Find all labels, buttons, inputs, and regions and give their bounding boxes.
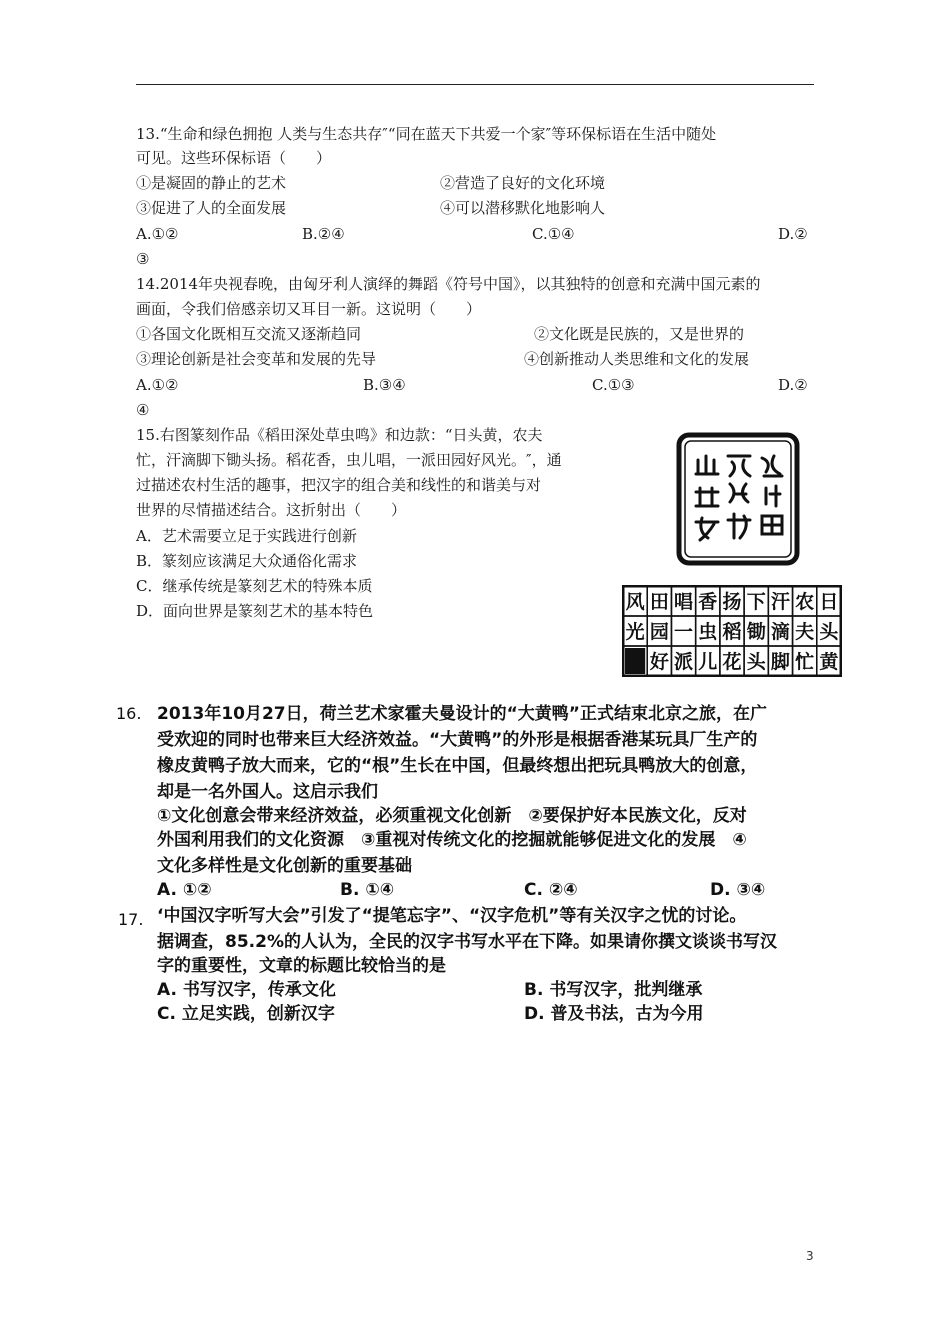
inscription-char: 儿 [698, 651, 718, 673]
inscription-char: 稻 [722, 621, 742, 643]
q15-stem-line-2: 忙，汗滴脚下锄头扬。稻花香，虫儿唱，一派田园好风光。″，通 [136, 451, 562, 469]
q17-number: 17. [118, 910, 144, 929]
inscription-char: 派 [674, 651, 694, 673]
page-number: 3 [806, 1249, 814, 1263]
inscription-char: 香 [698, 591, 718, 613]
inscription-char: 脚 [770, 651, 790, 673]
inscription-char: 风 [625, 591, 645, 613]
inscription-char: 黄 [819, 651, 839, 673]
q17-choice-d: D. 普及书法，古为今用 [524, 1004, 704, 1024]
inscription-char: 头 [819, 621, 839, 643]
q15-choice-a: A．艺术需要立足于实践进行创新 [136, 527, 357, 545]
q13-stem-line-1: 13.“生命和绿色拥抱 人类与生态共存″“同在蓝天下共爱一个家″等环保标语在生活中随处 [136, 125, 717, 143]
inscription-char: 一 [674, 621, 694, 643]
inscription-char: 光 [625, 621, 645, 643]
q16-line-3: 橡皮黄鸭子放大而来，它的“根”生长在中国，但最终想出把玩具鸭放大的创意， [157, 756, 758, 776]
q15-stem-line-4: 世界的尽情描述结合。这折射出（ ） [136, 501, 407, 519]
q16-choice-a: A. ①② [157, 880, 212, 900]
q13-choice-a: A.①② [136, 225, 179, 243]
inscription-blank-cell [625, 648, 645, 674]
q14-choice-d-continued: ④ [136, 401, 150, 419]
q13-choice-c: C.①④ [532, 225, 575, 243]
q17-line-1: ‘中国汉字听写大会”引发了“提笔忘字”、“汉字危机”等有关汉字之忧的讨论。 [157, 906, 747, 926]
inscription-char: 夫 [795, 621, 815, 643]
q16-choice-b: B. ①④ [340, 880, 395, 900]
q16-line-1: 2013年10月27日，荷兰艺术家霍夫曼设计的“大黄鸭”正式结束北京之旅，在广 [157, 704, 767, 724]
q14-statement-4: ④创新推动人类思维和文化的发展 [524, 350, 750, 368]
q14-choice-c: C.①③ [592, 376, 635, 394]
inscription-char: 花 [722, 651, 742, 673]
q15-choice-b: B．篆刻应该满足大众通俗化需求 [136, 552, 358, 570]
inscription-char: 忙 [795, 651, 815, 673]
inscription-char: 虫 [698, 621, 718, 643]
q13-statement-2: ②营造了良好的文化环境 [440, 174, 606, 192]
q16-choice-d: D. ③④ [710, 880, 766, 900]
q17-choice-b: B. 书写汉字，批判继承 [524, 980, 703, 1000]
inscription-char: 田 [649, 591, 669, 613]
q13-choice-b: B.②④ [302, 225, 345, 243]
q17-choice-c: C. 立足实践，创新汉字 [157, 1004, 335, 1024]
q17-line-3: 字的重要性，文章的标题比较恰当的是 [157, 956, 446, 976]
inscription-char: 汗 [770, 591, 790, 613]
q15-stem-line-1: 15.右图篆刻作品《稻田深处草虫鸣》和边款：“日头黄，农夫 [136, 426, 543, 444]
inscription-char: 唱 [674, 591, 694, 613]
inscription-char: 下 [746, 591, 766, 613]
q16-choice-c: C. ②④ [524, 880, 578, 900]
inscription-char: 农 [795, 591, 815, 613]
q13-choice-d: D.② [778, 225, 808, 243]
inscription-char: 头 [746, 651, 766, 673]
inscription-char: 日 [819, 591, 839, 613]
q16-line-4: 却是一名外国人。这启示我们 [157, 782, 378, 802]
q16-line-2: 受欢迎的同时也带来巨大经济效益。“大黄鸭”的外形是根据香港某玩具厂生产的 [157, 730, 758, 750]
q14-stem-line-2: 画面，令我们倍感亲切又耳目一新。这说明（ ） [136, 300, 482, 318]
q14-choice-a: A.①② [136, 376, 179, 394]
q14-stem-line-1: 14.2014年央视春晚，由匈牙利人演绎的舞蹈《符号中国》，以其独特的创意和充满中国元素的 [136, 275, 761, 293]
side-inscription-grid [622, 585, 842, 677]
q15-choice-c: C．继承传统是篆刻艺术的特殊本质 [136, 577, 373, 595]
side-inscription-drawing [622, 585, 842, 677]
q15-choice-d: D．面向世界是篆刻艺术的基本特色 [136, 602, 374, 620]
q14-statement-1: ①各国文化既相互交流又逐渐趋同 [136, 325, 362, 343]
q16-line-5: ①文化创意会带来经济效益，必须重视文化创新 ②要保护好本民族文化，反对 [157, 806, 747, 826]
q16-line-7: 文化多样性是文化创新的重要基础 [157, 856, 412, 876]
inscription-char: 滴 [770, 621, 790, 643]
q13-choice-d-continued: ③ [136, 250, 150, 268]
q13-statement-3: ③促进了人的全面发展 [136, 199, 287, 217]
q16-number: 16. [116, 704, 142, 723]
seal-carving-image [676, 432, 800, 566]
inscription-char: 好 [649, 651, 669, 673]
q17-choice-a: A. 书写汉字，传承文化 [157, 980, 336, 1000]
q14-statement-2: ②文化既是民族的，又是世界的 [534, 325, 745, 343]
q13-statement-1: ①是凝固的静止的艺术 [136, 174, 287, 192]
inscription-char: 园 [649, 621, 669, 643]
q14-choice-d: D.② [778, 376, 808, 394]
inscription-char: 扬 [722, 591, 742, 613]
q15-stem-line-3: 过描述农村生活的趣事，把汉字的组合美和线性的和谐美与对 [136, 476, 542, 494]
q16-line-6: 外国利用我们的文化资源 ③重视对传统文化的挖掘就能够促进文化的发展 ④ [157, 830, 747, 850]
header-rule [136, 84, 814, 85]
q13-statement-4: ④可以潜移默化地影响人 [440, 199, 606, 217]
inscription-char: 锄 [746, 621, 766, 643]
q13-stem-line-2: 可见。这些环保标语（ ） [136, 149, 332, 167]
q14-choice-b: B.③④ [363, 376, 406, 394]
q14-statement-3: ③理论创新是社会变革和发展的先导 [136, 350, 377, 368]
q17-line-2: 据调查，85.2%的人认为，全民的汉字书写水平在下降。如果请你撰文谈谈书写汉 [157, 932, 777, 952]
